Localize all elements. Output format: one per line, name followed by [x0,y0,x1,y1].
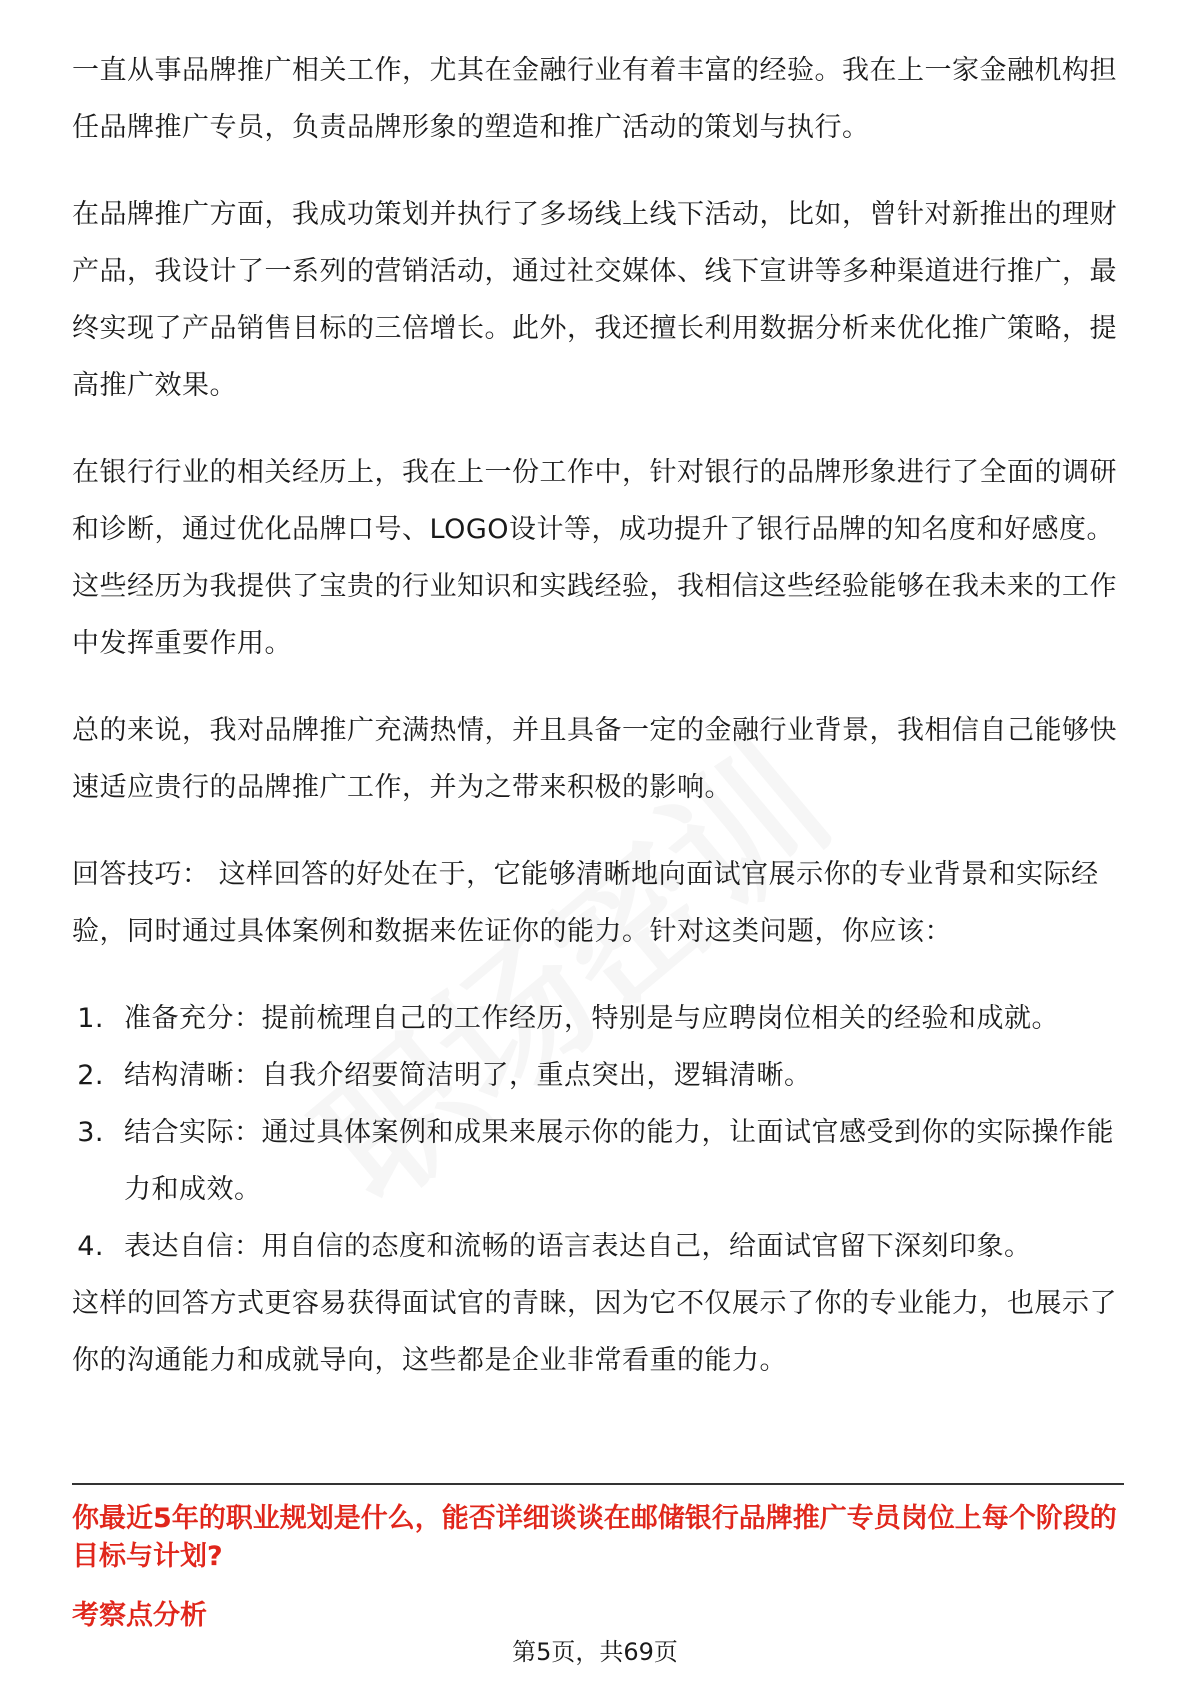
list-text: 结构清晰：自我介绍要简洁明了，重点突出，逻辑清晰。 [124,1060,812,1091]
interview-question-heading: 你最近5年的职业规划是什么，能否详细谈谈在邮储银行品牌推广专员岗位上每个阶段的目标与计划? [72,1503,1117,1572]
paragraph-brand-promotion: 在品牌推广方面，我成功策划并执行了多场线上线下活动，比如，曾针对新推出的理财产品，我设计了一系列的营销活动，通过社交媒体、线下宣讲等多种渠道进行推广，最终实现了产品销售目标的三倍增长。此外，我还擅长利用数据分析来优化推广策略，提高推广效果。 [72,199,1117,401]
list-number: 4. [77,1231,104,1262]
list-text: 准备充分：提前梳理自己的工作经历，特别是与应聘岗位相关的经验和成就。 [124,1003,1059,1034]
list-item [72,1104,1124,1218]
page-number-footer: 第5页，共69页 [512,1638,678,1666]
section-title: 考察点分析 [72,1600,207,1631]
answer-body [72,42,1124,1389]
list-number: 1. [77,1003,104,1034]
paragraph-experience: 一直从事品牌推广相关工作，尤其在金融行业有着丰富的经验。我在上一家金融机构担任品牌推广专员，负责品牌形象的塑造和推广活动的策划与执行。 [72,55,1117,143]
list-text: 表达自信：用自信的态度和流畅的语言表达自己，给面试官留下深刻印象。 [124,1231,1032,1262]
paragraph-summary: 总的来说，我对品牌推广充满热情，并且具备一定的金融行业背景，我相信自己能够快速适应贵行的品牌推广工作，并为之带来积极的影响。 [72,715,1117,803]
list-item [72,1218,1124,1275]
tips-list [72,990,1124,1275]
paragraph-conclusion: 这样的回答方式更容易获得面试官的青睐，因为它不仅展示了你的专业能力，也展示了你的沟通能力和成就导向，这些都是企业非常看重的能力。 [72,1288,1117,1376]
paragraph-bank-experience: 在银行行业的相关经历上，我在上一份工作中，针对银行的品牌形象进行了全面的调研和诊断，通过优化品牌口号、LOGO设计等，成功提升了银行品牌的知名度和好感度。这些经历为我提供了宝贵的行业知识和实践经验，我相信这些经验能够在我未来的工作中发挥重要作用。 [72,457,1117,659]
paragraph-answer-tips: 回答技巧： 这样回答的好处在于，它能够清晰地向面试官展示你的专业背景和实际经验，同时通过具体案例和数据来佐证你的能力。针对这类问题，你应该： [72,859,1099,947]
list-number: 2. [77,1060,104,1091]
list-text: 结合实际：通过具体案例和成果来展示你的能力，让面试官感受到你的实际操作能力和成效。 [124,1117,1114,1205]
list-item [72,1047,1124,1104]
list-number: 3. [77,1117,104,1148]
section-divider [72,1483,1124,1485]
list-item [72,990,1124,1047]
